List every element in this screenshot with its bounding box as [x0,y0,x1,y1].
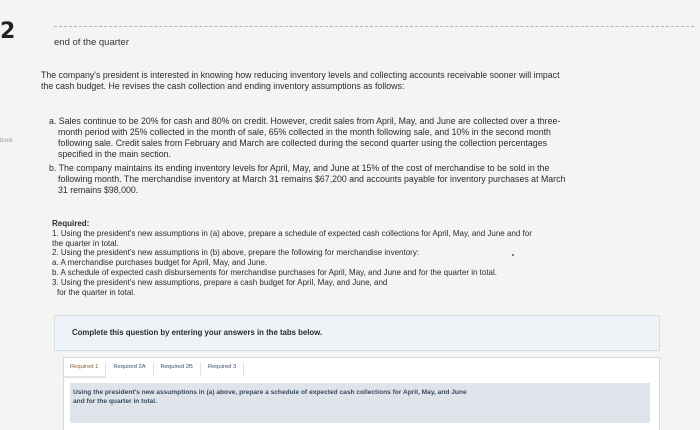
tab-required-2b[interactable]: Required 2B [154,362,201,376]
required-2b: b. A schedule of expected cash disbursements for merchandise purchases for April, May, and June and for the quarter in total. [52,267,497,277]
required-2a: a. A merchandise purchases budget for April, May, and June. [52,258,268,268]
cursor-dot [512,254,514,256]
tab-required-1[interactable]: Required 1 [63,362,106,378]
assumption-b-cont [58,174,648,196]
section-heading: end of the quarter [54,37,129,48]
required-3-line-1: 3. Using the president's new assumptions, prepare a cash budget for April, May, and June, and [52,277,388,287]
tab-required-2a[interactable]: Required 2A [106,362,153,376]
intro-line-1: The company's president is interested in knowing how reducing inventory levels and collecting accounts receivable sooner will impact [41,70,560,80]
assumption-a [49,116,654,160]
tab-content-text [73,389,633,406]
required-3-line-2: for the quarter in total. [57,287,136,297]
gutter-label: book [0,138,14,144]
required-title: Required: [52,219,90,228]
tab-content-line-2: and for the quarter in total. [73,397,157,405]
required-1-line-1: 1. Using the president's new assumptions in (a) above, prepare a schedule of expected cash collections for April, May, and June and for [52,228,532,238]
tab-content-line-1: Using the president's new assumptions in (a) above, prepare a schedule of expected cash collections for April, May, and June [73,389,467,396]
assumption-b-line-3: 31 remains $98,000. [58,185,139,195]
instruction-text: Complete this question by entering your answers in the tabs below. [72,328,323,337]
required-2: 2. Using the president's new assumptions in (b) above, prepare the following for merchandise inventory: [52,248,420,258]
tab-required-3[interactable]: Required 3 [201,362,244,376]
top-divider [54,26,694,27]
required-1-line-2: the quarter in total. [52,238,119,248]
assumption-b [49,163,654,174]
assumption-a-line-2: month period with 25% collected in the month of sale, 65% collected in the month following sale, and 10% in the second month [58,127,551,137]
assumption-a-line-3: following sale. Credit sales from February and March are collected during the second quarter using the collection percentages [58,138,547,148]
assumption-a-line-1: a. Sales continue to be 20% for cash and 80% on credit. However, credit sales from April, May, and June are collected over a three- [49,116,561,126]
assumption-a-line-4: specified in the main section. [58,149,171,159]
intro-line-2: the cash budget. He revises the cash collection and ending inventory assumptions as follows: [41,81,405,91]
intro-paragraph [41,70,641,92]
assumption-b-line-1: b. The company maintains its ending inventory levels for April, May, and June at 15% of the cost of merchandise to be sold in the [49,163,550,173]
tab-bar [63,362,244,376]
assumption-b-line-2: following month. The merchandise inventory at March 31 remains $67,200 and accounts payable for inventory purchases at March [58,174,566,184]
required-section [52,219,652,297]
page-edge-glyph: 2 [0,19,16,44]
